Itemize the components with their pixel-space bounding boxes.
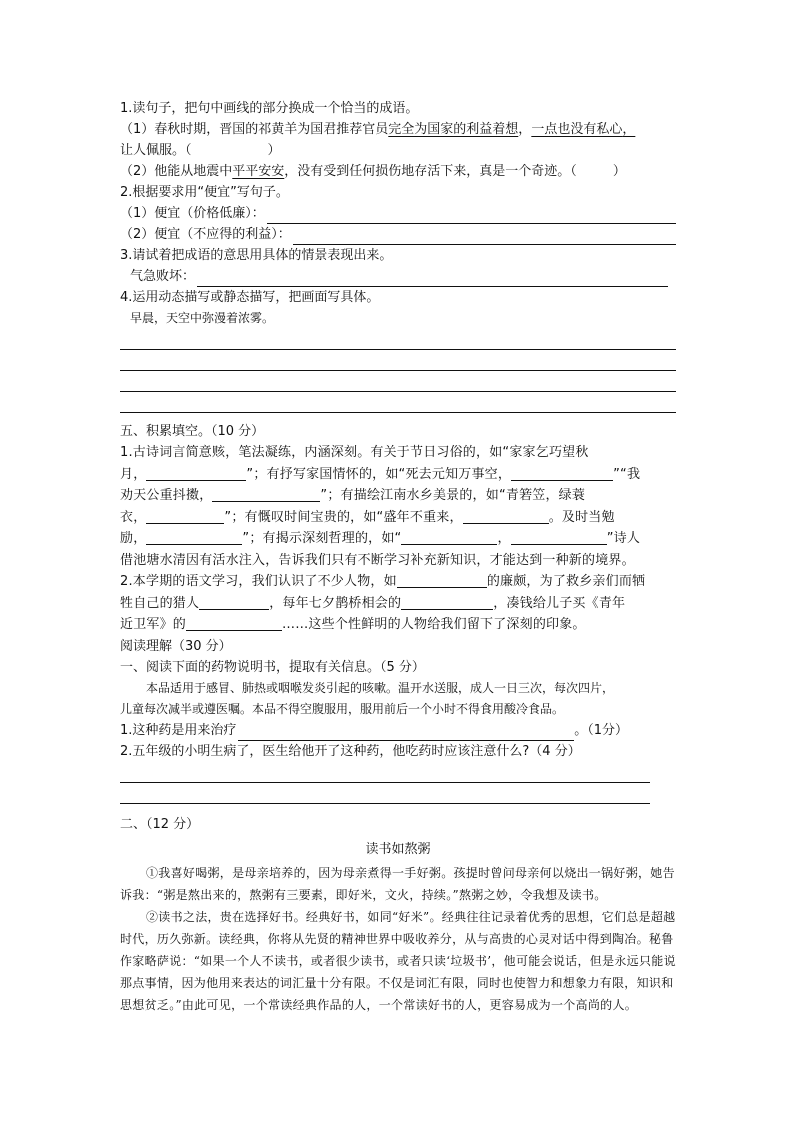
leaflet-line-1: 本品适用于感冒、肺热或咽喉发炎引起的咳嗽。温开水送服，成人一日三次，每次四片， <box>146 680 615 695</box>
answer-blank[interactable] <box>463 510 549 524</box>
worksheet <box>120 98 676 1016</box>
q1-sentence2: （2）他能从地震中平平安安，没有受到任何损伤地存活下来，真是一个奇迹。（ ） <box>120 164 626 179</box>
reading-part1-title: 一、阅读下面的药物说明书，提取有关信息。（5 分） <box>120 659 425 675</box>
answer-blank[interactable] <box>212 488 320 502</box>
answer-blank[interactable] <box>401 596 493 610</box>
answer-line[interactable] <box>267 210 676 224</box>
answer-line[interactable] <box>238 727 574 741</box>
answer-line[interactable] <box>120 329 676 350</box>
reading-q2: 2.五年级的小明生病了，医生给他开了这种药，他吃药时应该注意什么?（4 分） <box>120 743 581 759</box>
answer-blank[interactable] <box>146 467 246 481</box>
answer-line[interactable] <box>120 350 676 371</box>
reading-part2-title: 二、（12 分） <box>120 816 200 832</box>
q1-sentence1-cont: 让人佩服。（ ） <box>120 143 281 158</box>
q3-title: 3.请试着把成语的意思用具体的情景表现出来。 <box>120 248 393 263</box>
essay-paragraph-1: ①我喜好喝粥，是母亲培养的，因为母亲煮得一手好粥。孩提时曾问母亲何以烧出一锅好粥，她告诉我：“粥是熬出来的，熬粥有三要素，即好米，文火，持续。”熬粥之妙，令我想及读书。 <box>120 865 675 902</box>
answer-blank[interactable] <box>192 144 268 157</box>
q1-title: 1.读句子，把句中画线的部分换成一个恰当的成语。 <box>120 101 419 116</box>
q2-item-a: （1）便宜（价格低廉）： <box>120 203 676 224</box>
answer-blank[interactable] <box>577 165 613 178</box>
reading-q1: 1.这种药是用来治疗 。（1分） <box>120 720 676 741</box>
answer-line[interactable] <box>120 762 650 783</box>
q1-sentence1: （1）春秋时期，晋国的祁黄羊为国君推荐官员完全为国家的利益着想，一点也没有私心， <box>120 122 636 137</box>
sec5-fill-2: 2.本学期的语文学习，我们认识了不少人物，如 的廉颇，为了救乡亲们而牺 牲自己的猎人 ，每年七夕鹊桥相会的 ，凑钱给儿子买《青年 近卫军》的 ……这些个性鲜明的人物给我们留下了深刻的印象。 <box>120 574 646 632</box>
answer-blank[interactable] <box>401 531 497 545</box>
sec5-fill-1: 1.古诗词言简意赅，笔法凝练，内涵深刻。有关于节日习俗的，如“家家乞巧望秋 月， ”；有抒写家国情怀的，如“死去元知万事空， ”“我 劝天公重抖擞， ”；有描绘江南水乡美景的，如“青箬笠，绿蓑 衣， ”；有慨叹时间宝贵的，如“盛年不重来， 。及时当勉 励， ”；有揭示深刻哲理的，如“ ， ”诗人 借池塘水清因有活水注入，告诉我们只有不断学习补充新知识，才能达到一种新的境界。 <box>120 445 641 568</box>
reading-title: 阅读理解（30 分） <box>120 638 232 654</box>
q4-prompt: 早晨，天空中弥漫着浓雾。 <box>130 311 275 325</box>
answer-line[interactable] <box>120 783 650 804</box>
answer-blank[interactable] <box>146 510 224 524</box>
q4-title: 4.运用动态描写或静态描写，把画面写具体。 <box>120 290 380 305</box>
answer-blank[interactable] <box>511 531 607 545</box>
essay-paragraph-2: ②读书之法，贵在选择好书。经典好书，如同“好米”。经典往往记录着优秀的思想，它们总是超越时代，历久弥新。读经典，你将从先贤的精神世界中吸收养分，从与高贵的心灵对话中得到陶冶。秘鲁作家略萨说：“如果一个人不读书，或者很少读书，或者只读‘垃圾书’，他可能会说话，但是永远只能说那点事情，因为他用来表达的词汇量十分有限。不仅是词汇有限，同时也使智力和想象力有限，知识和思想贫乏。”由此可见，一个常读经典作品的人，一个常读好书的人，更容易成为一个高尚的人。 <box>120 909 676 1012</box>
answer-blank[interactable] <box>199 596 269 610</box>
answer-line[interactable] <box>197 273 668 287</box>
answer-blank[interactable] <box>146 531 242 545</box>
answer-line[interactable] <box>120 392 676 413</box>
answer-blank[interactable] <box>511 467 613 481</box>
q3-answer: 气急败坏： <box>120 266 676 287</box>
sec5-title: 五、积累填空。（10 分） <box>120 424 265 439</box>
answer-blank[interactable] <box>397 574 487 588</box>
q2-title: 2.根据要求用“便宜”写句子。 <box>120 185 289 200</box>
leaflet-line-2: 儿童每次减半或遵医嘱。本品不得空腹服用，服用前后一个小时不得食用酸冷食品。 <box>120 701 565 716</box>
q2-item-b: （2）便宜（不应得的利益）： <box>120 224 676 245</box>
answer-line[interactable] <box>120 371 676 392</box>
answer-line[interactable] <box>293 231 676 245</box>
essay-title: 读书如熬粥 <box>365 841 431 857</box>
answer-blank[interactable] <box>186 617 282 631</box>
